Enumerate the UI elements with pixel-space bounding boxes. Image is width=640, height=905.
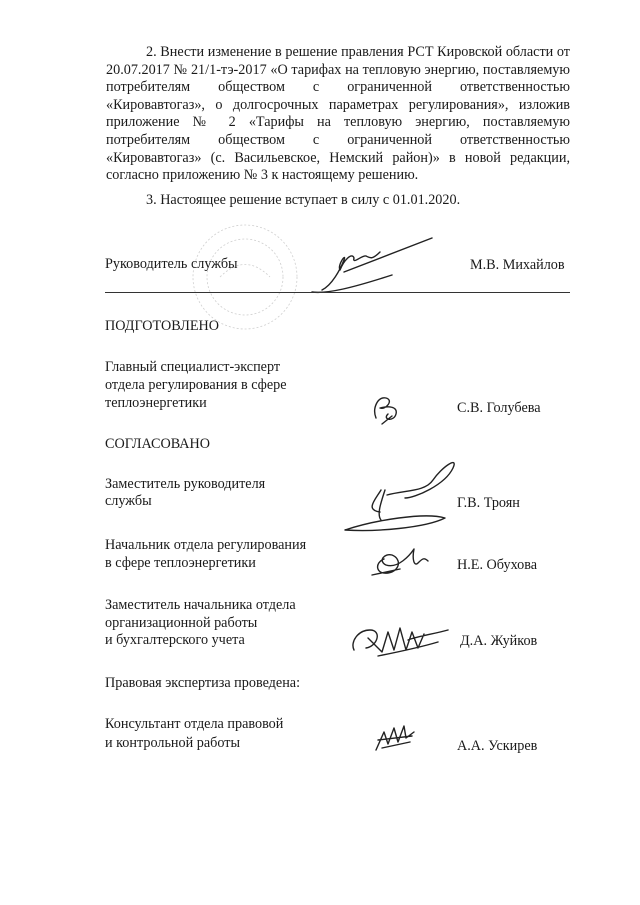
deputy-dept-title-line-1: Заместитель начальника отдела <box>105 597 296 613</box>
prepared-title-line-2: отдела регулирования в сфере <box>105 377 287 393</box>
item-2-text: 2. Внести изменение в решение правления РСТ Кировской области от 20.07.2017 № 21/1-тэ-2017 «О тарифах на тепловую энергию, поставляемую потребителям обществом с ограниченной ответственностью «Кировавтогаз», о долгосрочных параметрах регулирования», изложив приложение № 2 «Тарифы на тепловую энергию, поставляемую потребителям обществом с ограниченной ответственностью «Кировавтогаз» (с. Васильевское, Немский район)» в новой редакции, согласно приложению № 3 к настоящему решению. <box>106 44 570 184</box>
head-title: Руководитель службы <box>105 256 238 272</box>
dept-head-name: Н.Е. Обухова <box>457 557 538 573</box>
deputy-dept-title-line-2: организационной работы <box>105 615 258 631</box>
item-2-paragraph <box>106 44 570 185</box>
consultant-name: А.А. Ускирев <box>457 738 538 754</box>
prepared-heading: ПОДГОТОВЛЕНО <box>105 318 219 334</box>
head-name: М.В. Михайлов <box>470 257 565 273</box>
prepared-title-line-3: теплоэнергетики <box>105 395 207 411</box>
deputy-dept-name: Д.А. Жуйков <box>460 633 538 649</box>
item-3-text: 3. Настоящее решение вступает в силу с 01.01.2020. <box>146 192 461 208</box>
legal-heading: Правовая экспертиза проведена: <box>105 675 301 691</box>
consultant-title-line-1: Консультант отдела правовой <box>105 716 284 732</box>
deputy-head-name: Г.В. Троян <box>457 495 520 511</box>
dept-head-title-line-1: Начальник отдела регулирования <box>105 537 307 553</box>
seal-stamp <box>190 222 300 332</box>
head-signature <box>292 230 452 300</box>
deputy-head-signature <box>335 450 465 540</box>
deputy-dept-signature <box>348 612 458 662</box>
prepared-name: С.В. Голубева <box>457 400 541 416</box>
dept-head-signature <box>370 535 440 580</box>
consultant-title-line-2: и контрольной работы <box>105 735 240 751</box>
signature-divider <box>105 292 570 293</box>
prepared-title-line-1: Главный специалист-эксперт <box>105 359 281 375</box>
deputy-head-title-line-2: службы <box>105 493 152 509</box>
deputy-dept-title-line-3: и бухгалтерского учета <box>105 632 245 648</box>
deputy-head-title-line-1: Заместитель руководителя <box>105 476 266 492</box>
prepared-signature <box>368 388 408 426</box>
agreed-heading: СОГЛАСОВАНО <box>105 436 211 452</box>
consultant-signature <box>372 722 418 754</box>
dept-head-title-line-2: в сфере теплоэнергетики <box>105 555 256 571</box>
